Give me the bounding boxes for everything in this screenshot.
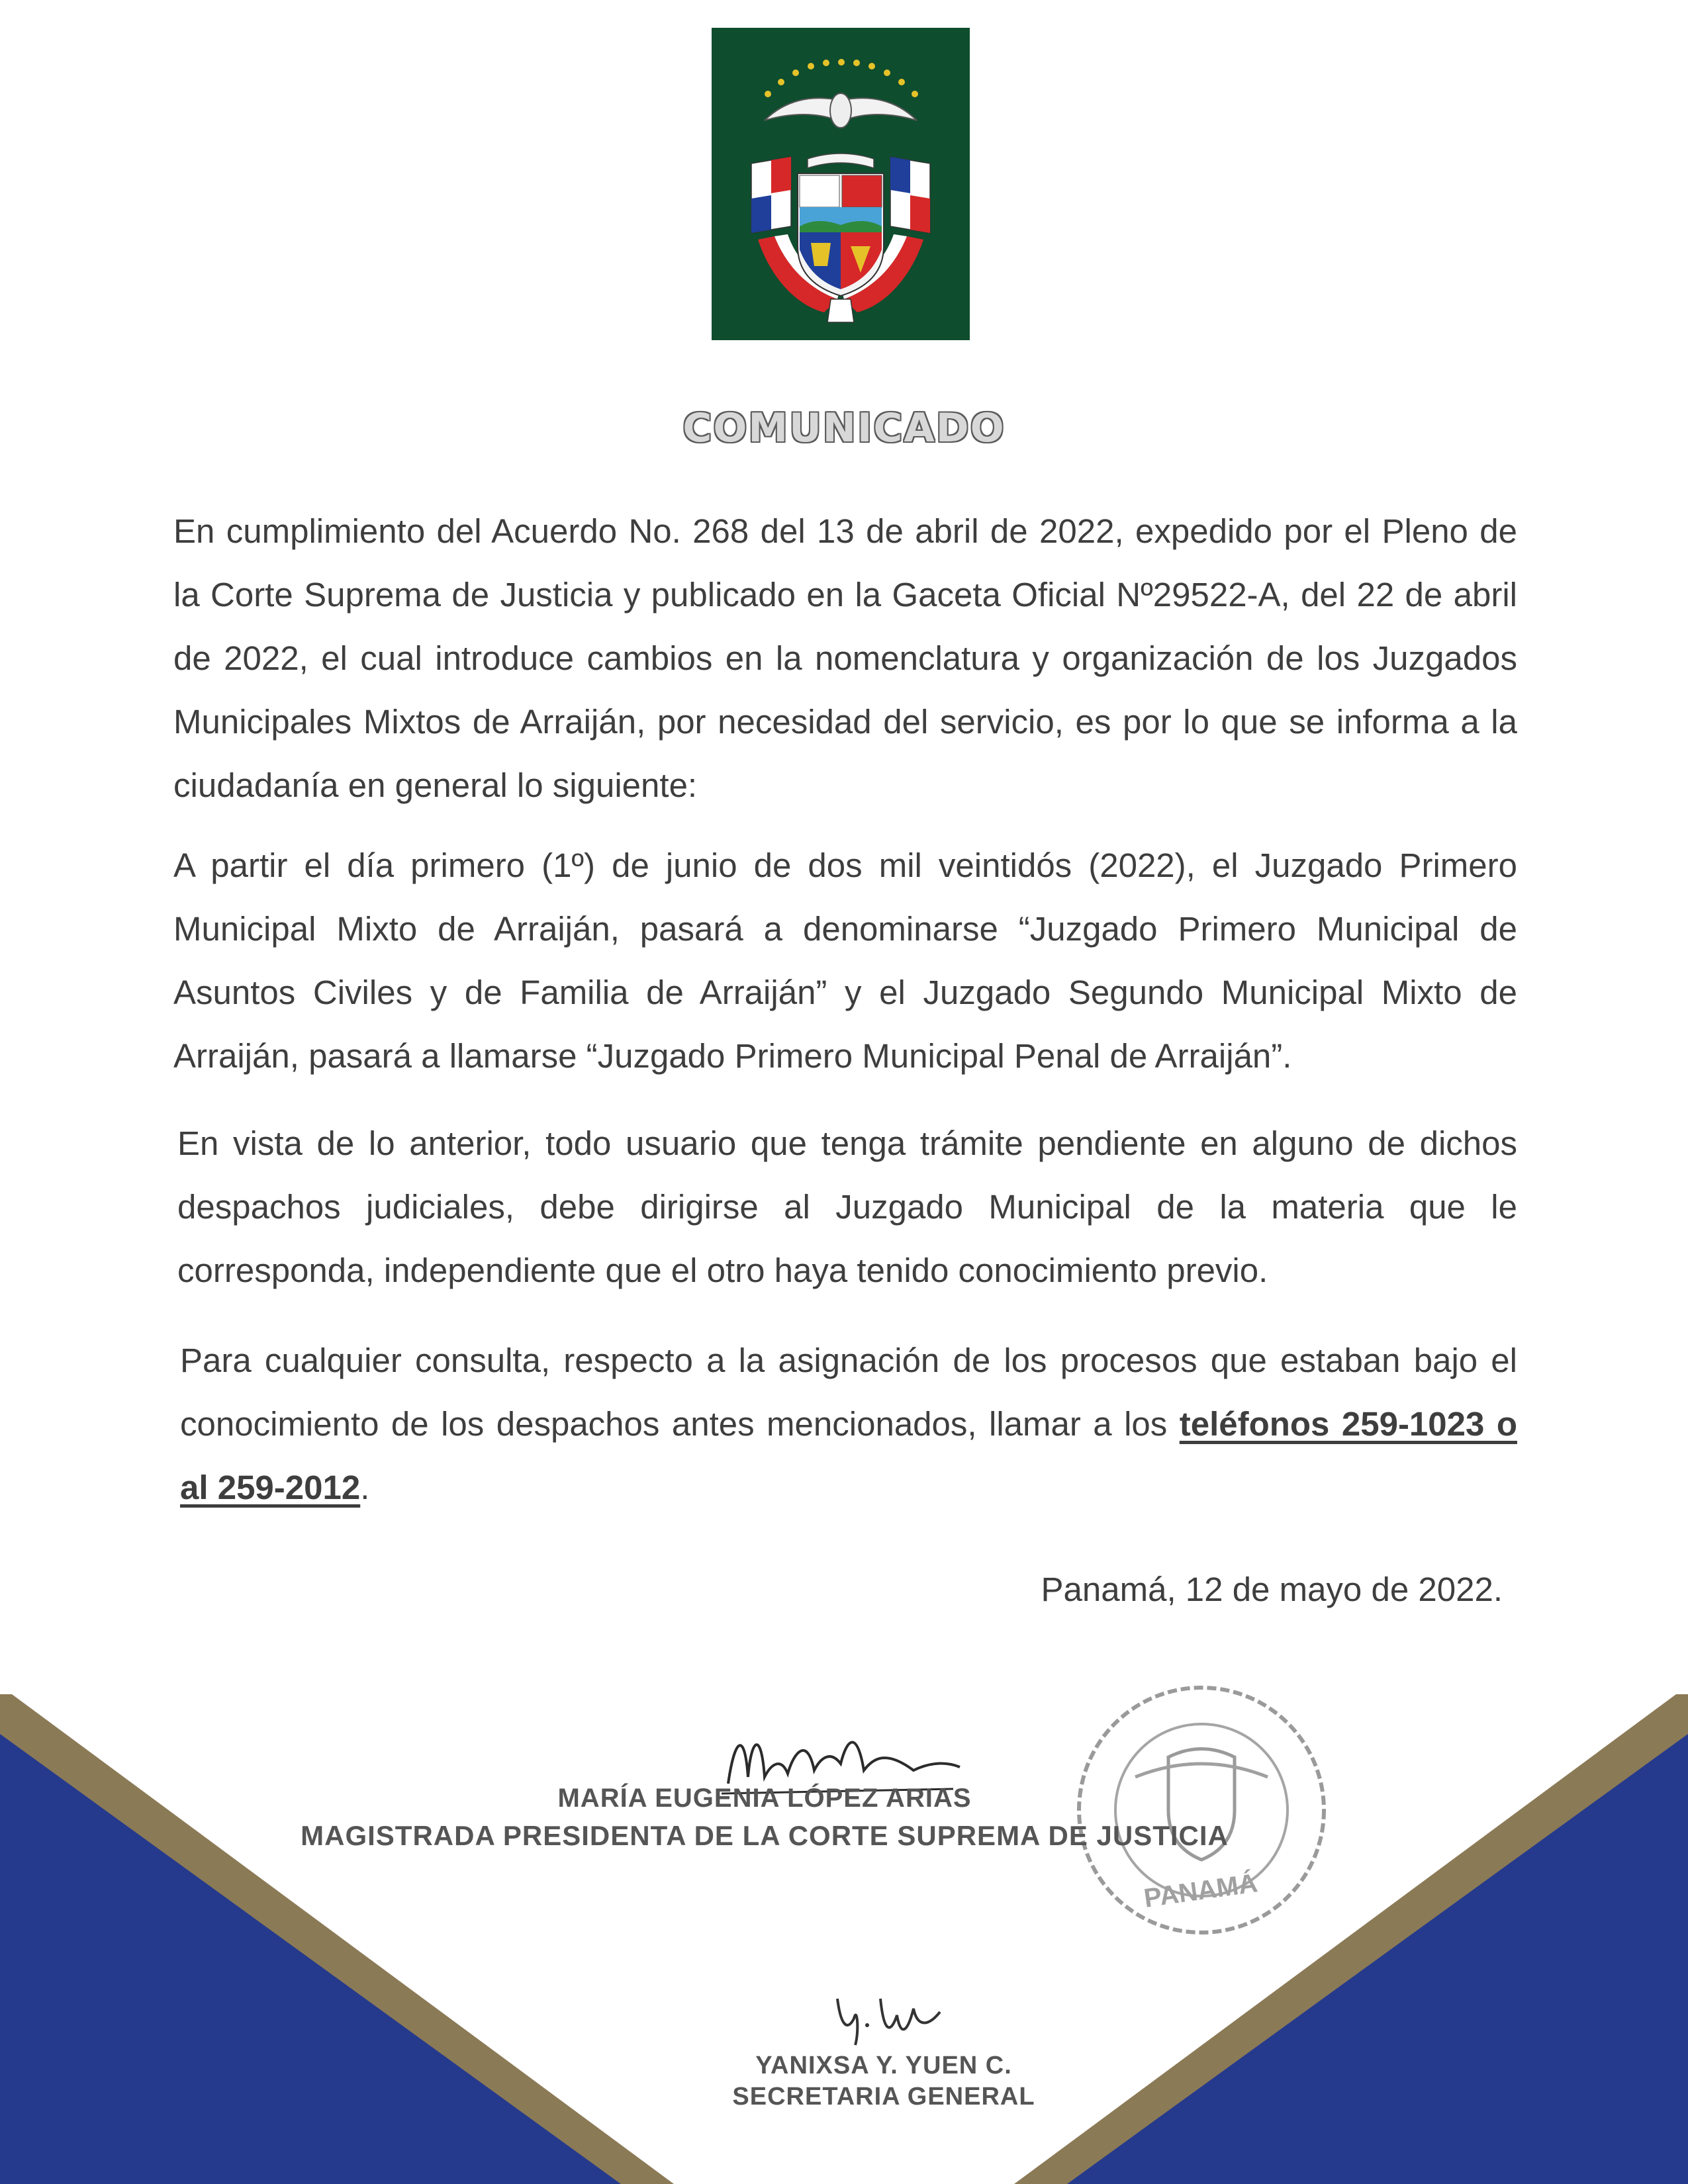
signatory-1-name: MARÍA EUGENIA LÓPEZ ARIAS xyxy=(557,1784,972,1813)
signatory-2-name: YANIXSA Y. YUEN C. xyxy=(755,2052,1012,2079)
panama-coat-of-arms-icon xyxy=(712,28,970,340)
paragraph-4-end: . xyxy=(360,1469,370,1506)
coat-of-arms-emblem xyxy=(712,28,970,340)
document-title: COMUNICADO xyxy=(682,405,1006,451)
paragraph-4 xyxy=(180,1329,1517,1520)
paragraph-4-text: Para cualquier consulta, respecto a la asignación de los procesos que estaban bajo el conocimiento de los despachos antes mencionados, llamar a los xyxy=(180,1342,1517,1443)
seal-text: PANAMÁ xyxy=(1142,1868,1260,1913)
phone-numbers: teléfonos 259-1023 o al 259-2012 xyxy=(180,1405,1517,1506)
paragraph-1: En cumplimiento del Acuerdo No. 268 del 13 de abril de 2022, expedido por el Pleno de la Corte Suprema de Justicia y publicado en la Gaceta Oficial Nº29522-A, del 22 de abril de 2022, el cual introduce cambios en la nomenclatura y organización de los Juzgados Municipales Mixtos de Arraiján, por necesidad del servicio, es por lo que se informa a la ciudadanía en general lo siguiente: xyxy=(173,512,1517,804)
paragraph-2: A partir el día primero (1º) de junio de dos mil veintidós (2022), el Juzgado Primero Municipal Mixto de Arraiján, pasará a denominarse “Juzgado Primero Municipal de Asuntos Civiles y de Familia de Arraiján” y el Juzgado Segundo Municipal Mixto de Arraiján, pasará a llamarse “Juzgado Primero Municipal Penal de Arraiján”. xyxy=(173,846,1517,1075)
signatory-1-title: MAGISTRADA PRESIDENTA DE LA CORTE SUPREMA DE JUSTICIA xyxy=(301,1820,1229,1851)
signature-yanixsa-yuen xyxy=(827,1979,960,2052)
signatory-2-title: SECRETARIA GENERAL xyxy=(732,2083,1035,2111)
paragraph-3: En vista de lo anterior, todo usuario que tenga trámite pendiente en alguno de dichos despachos judiciales, debe dirigirse al Juzgado Municipal de la materia que le corresponda, independiente que el otro haya tenido conocimiento previo. xyxy=(177,1124,1517,1289)
date-line: Panamá, 12 de mayo de 2022. xyxy=(1041,1570,1503,1608)
